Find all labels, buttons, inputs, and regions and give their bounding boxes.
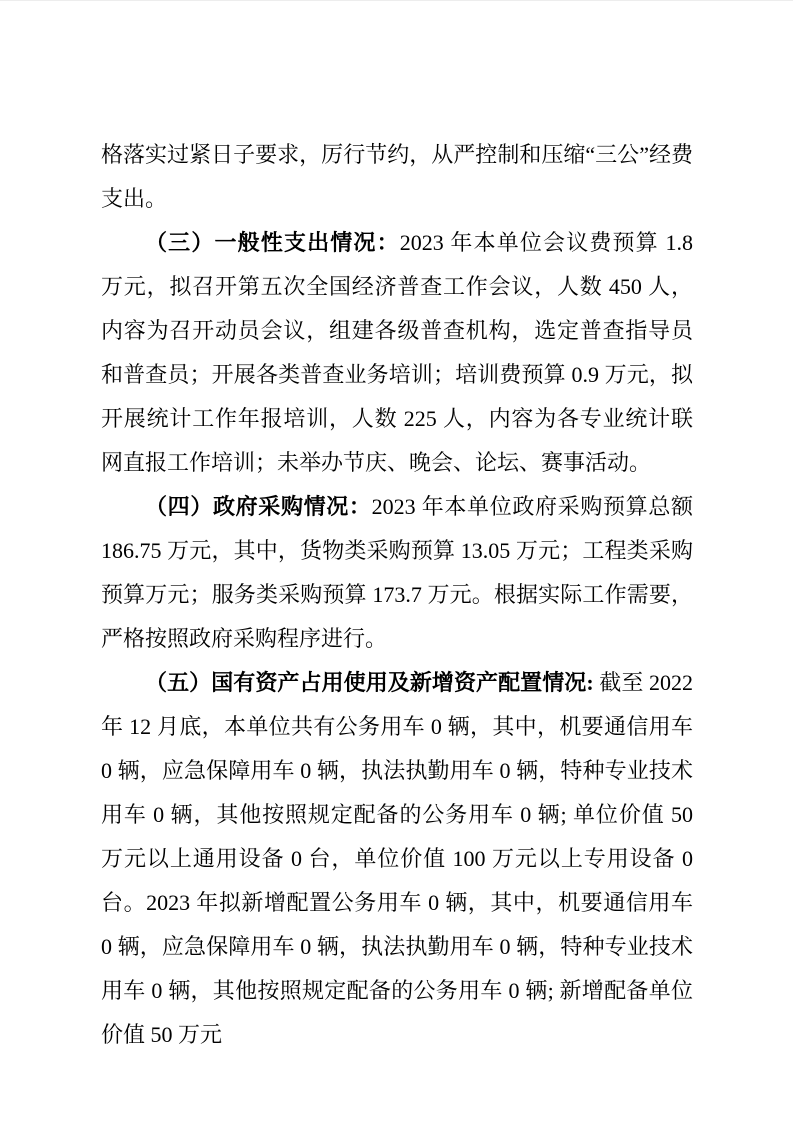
paragraph-state-assets [101, 661, 693, 1057]
section-heading-4: （四）政府采购情况： [145, 494, 372, 519]
page-top-edge [0, 0, 793, 1]
paragraph-text: 2023 年本单位政府采购预算总额 186.75 万元，其中，货物类采购预算 13.05 万元；工程类采购预算万元；服务类采购预算 173.7 万元。根据实际工作需要，严格按照政府采购程序进行。 [101, 494, 693, 651]
section-heading-5: （五）国有资产占用使用及新增资产配置情况: [145, 670, 594, 695]
paragraph-continuation [101, 133, 693, 221]
paragraph-general-expenditure [101, 221, 693, 485]
section-heading-3: （三）一般性支出情况： [145, 230, 400, 255]
paragraph-text: 截至 2022 年 12 月底，本单位共有公务用车 0 辆，其中，机要通信用车 0 辆，应急保障用车 0 辆，执法执勤用车 0 辆，特种专业技术用车 0 辆，其他按照规定配备的公务用车 0 辆; 单位价值 50 万元以上通用设备 0 台，单位价值 100 万元以上专用设备 0 台。2023 年拟新增配置公务用车 0 辆，其中，机要通信用车 0 辆，应急保障用车 0 辆，执法执勤用车 0 辆，特种专业技术用车 0 辆，其他按照规定配备的公务用车 0 辆; 新增配备单位价值 50 万元 [101, 670, 693, 1047]
paragraph-text: 格落实过紧日子要求，厉行节约，从严控制和压缩“三公”经费支出。 [101, 142, 693, 211]
paragraph-text: 2023 年本单位会议费预算 1.8 万元，拟召开第五次全国经济普查工作会议，人数 450 人，内容为召开动员会议，组建各级普查机构，选定普查指导员和普查员；开展各类普查业务培训；培训费预算 0.9 万元，拟开展统计工作年报培训，人数 225 人，内容为各专业统计联网直报工作培训；未举办节庆、晚会、论坛、赛事活动。 [101, 230, 693, 475]
paragraph-government-procurement [101, 485, 693, 661]
